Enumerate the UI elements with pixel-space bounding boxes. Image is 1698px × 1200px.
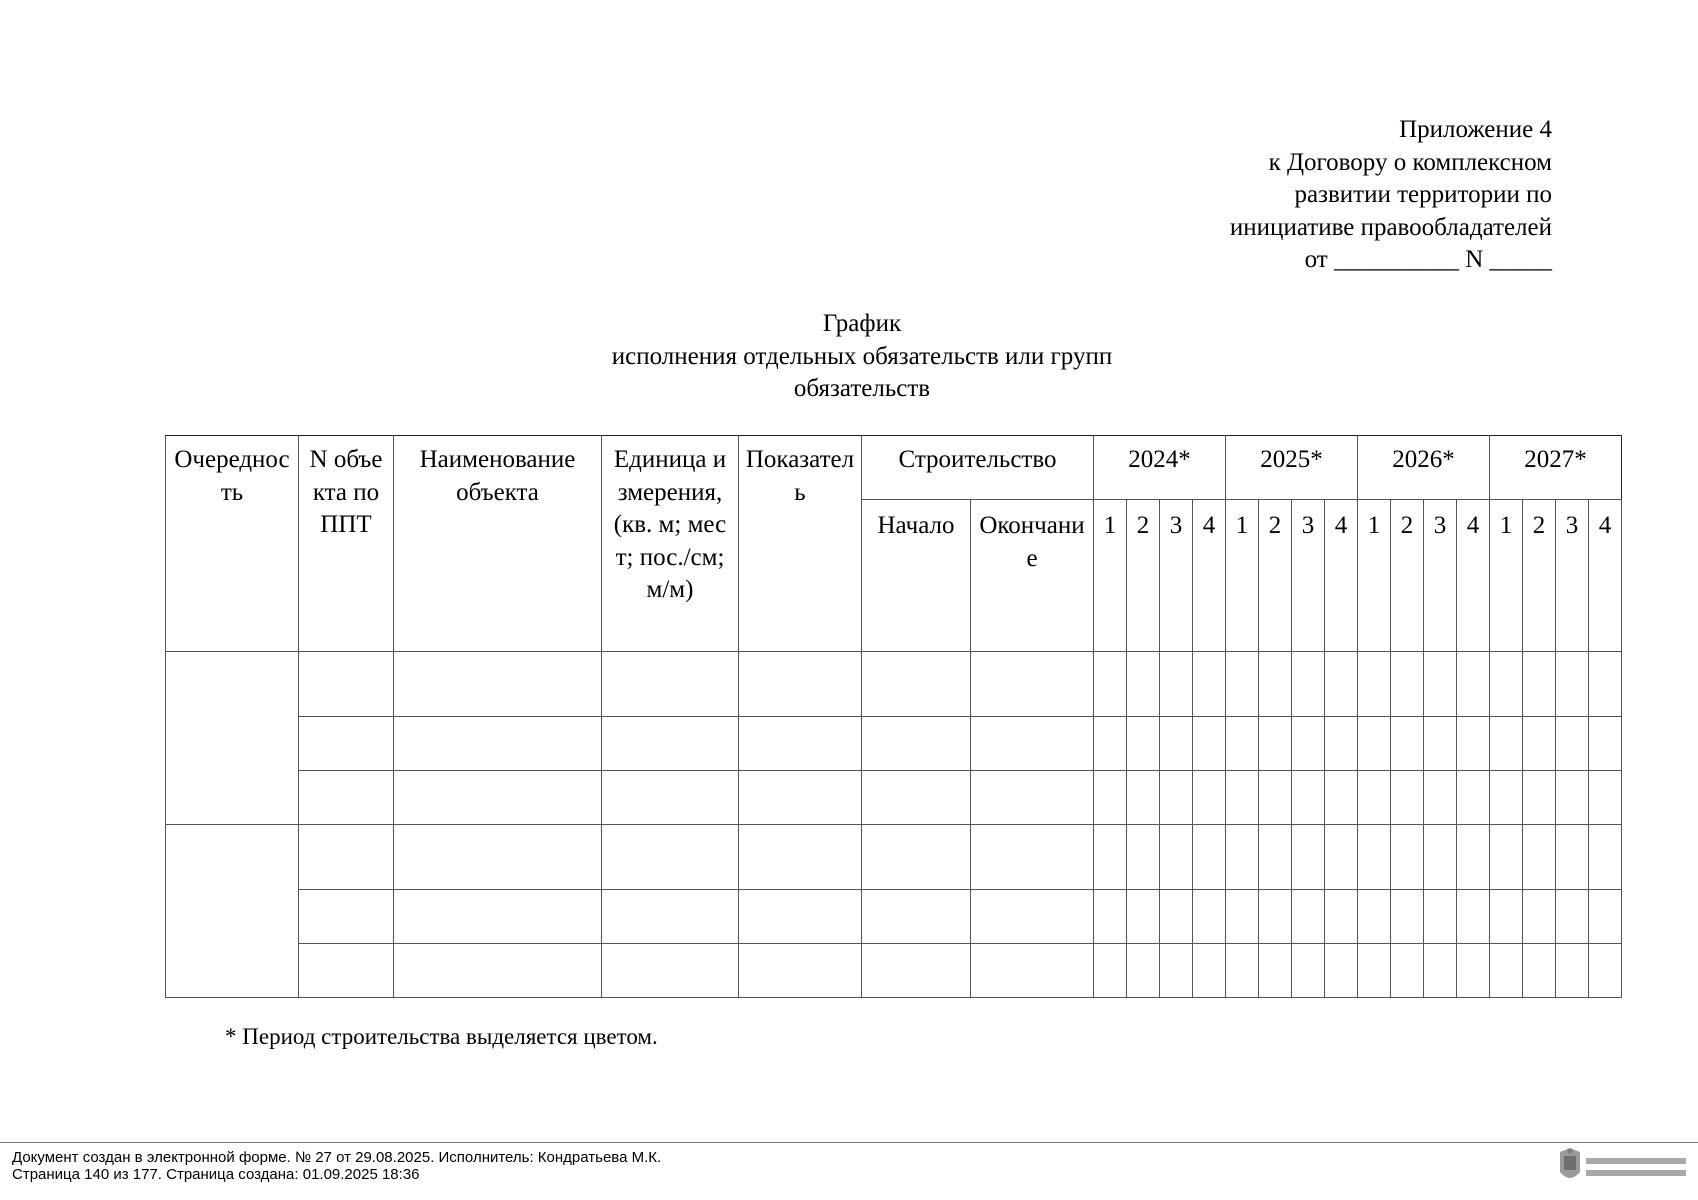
quarter-label: 1 bbox=[1226, 500, 1259, 652]
header-unit: Единица измерения, (кв. м; мест; пос./см; м/м) bbox=[602, 436, 739, 652]
footer-line-2: Страница 140 из 177. Страница создана: 01.09.2025 18:36 bbox=[12, 1166, 420, 1183]
document-footer bbox=[12, 1149, 661, 1183]
table-row bbox=[166, 944, 1622, 998]
appendix-line: развитии территории по bbox=[1294, 181, 1552, 208]
header-year-2026: 2026* bbox=[1358, 436, 1490, 500]
appendix-line: от __________ N _____ bbox=[1304, 246, 1552, 273]
header-indicator: Показатель bbox=[739, 436, 862, 652]
footer-divider bbox=[0, 1142, 1698, 1143]
header-year-2025: 2025* bbox=[1226, 436, 1358, 500]
schedule-table bbox=[165, 435, 1622, 998]
table-row bbox=[166, 717, 1622, 771]
footer-line-1: Документ создан в электронной форме. № 27 от 29.08.2025. Исполнитель: Кондратьева М.К. bbox=[12, 1149, 662, 1166]
appendix-block bbox=[1230, 114, 1552, 277]
quarter-label: 1 bbox=[1358, 500, 1391, 652]
order-cell bbox=[166, 652, 299, 825]
order-cell bbox=[166, 825, 299, 998]
header-year-2024: 2024* bbox=[1094, 436, 1226, 500]
header-object-name: Наименование объекта bbox=[394, 436, 602, 652]
appendix-line: Приложение 4 bbox=[1399, 116, 1552, 143]
quarter-label: 2 bbox=[1127, 500, 1160, 652]
quarter-label: 3 bbox=[1292, 500, 1325, 652]
quarter-label: 1 bbox=[1094, 500, 1127, 652]
quarter-label: 2 bbox=[1259, 500, 1292, 652]
appendix-line: к Договору о комплексном bbox=[1268, 148, 1552, 176]
table-row bbox=[166, 890, 1622, 944]
quarter-label: 3 bbox=[1556, 500, 1589, 652]
header-order: Очередность bbox=[166, 436, 299, 652]
quarter-label: 4 bbox=[1193, 500, 1226, 652]
header-object-number: N объекта по ППТ bbox=[299, 436, 394, 652]
quarter-label: 1 bbox=[1490, 500, 1523, 652]
title-line: График bbox=[822, 310, 902, 337]
header-year-2027: 2027* bbox=[1490, 436, 1622, 500]
quarter-label: 3 bbox=[1424, 500, 1457, 652]
quarter-label: 4 bbox=[1457, 500, 1490, 652]
table-row bbox=[166, 825, 1622, 890]
quarter-label: 4 bbox=[1325, 500, 1358, 652]
quarter-label: 4 bbox=[1589, 500, 1622, 652]
coat-of-arms-icon bbox=[1556, 1142, 1696, 1190]
quarter-label: 3 bbox=[1160, 500, 1193, 652]
quarter-label: 2 bbox=[1523, 500, 1556, 652]
document-title bbox=[0, 308, 1698, 406]
header-start: Начало bbox=[862, 500, 971, 652]
table-row bbox=[166, 652, 1622, 717]
footnote: * Период строительства выделяется цветом. bbox=[225, 1024, 658, 1049]
table-row bbox=[166, 771, 1622, 825]
header-end: Окончание bbox=[971, 500, 1094, 652]
title-line: обязательств bbox=[793, 375, 931, 402]
title-line: исполнения отдельных обязательств или групп bbox=[611, 342, 1113, 370]
quarter-label: 2 bbox=[1391, 500, 1424, 652]
header-construction: Строительство bbox=[862, 436, 1094, 500]
government-seal-logo bbox=[1556, 1142, 1696, 1190]
appendix-line: инициативе правообладателей bbox=[1229, 213, 1552, 241]
